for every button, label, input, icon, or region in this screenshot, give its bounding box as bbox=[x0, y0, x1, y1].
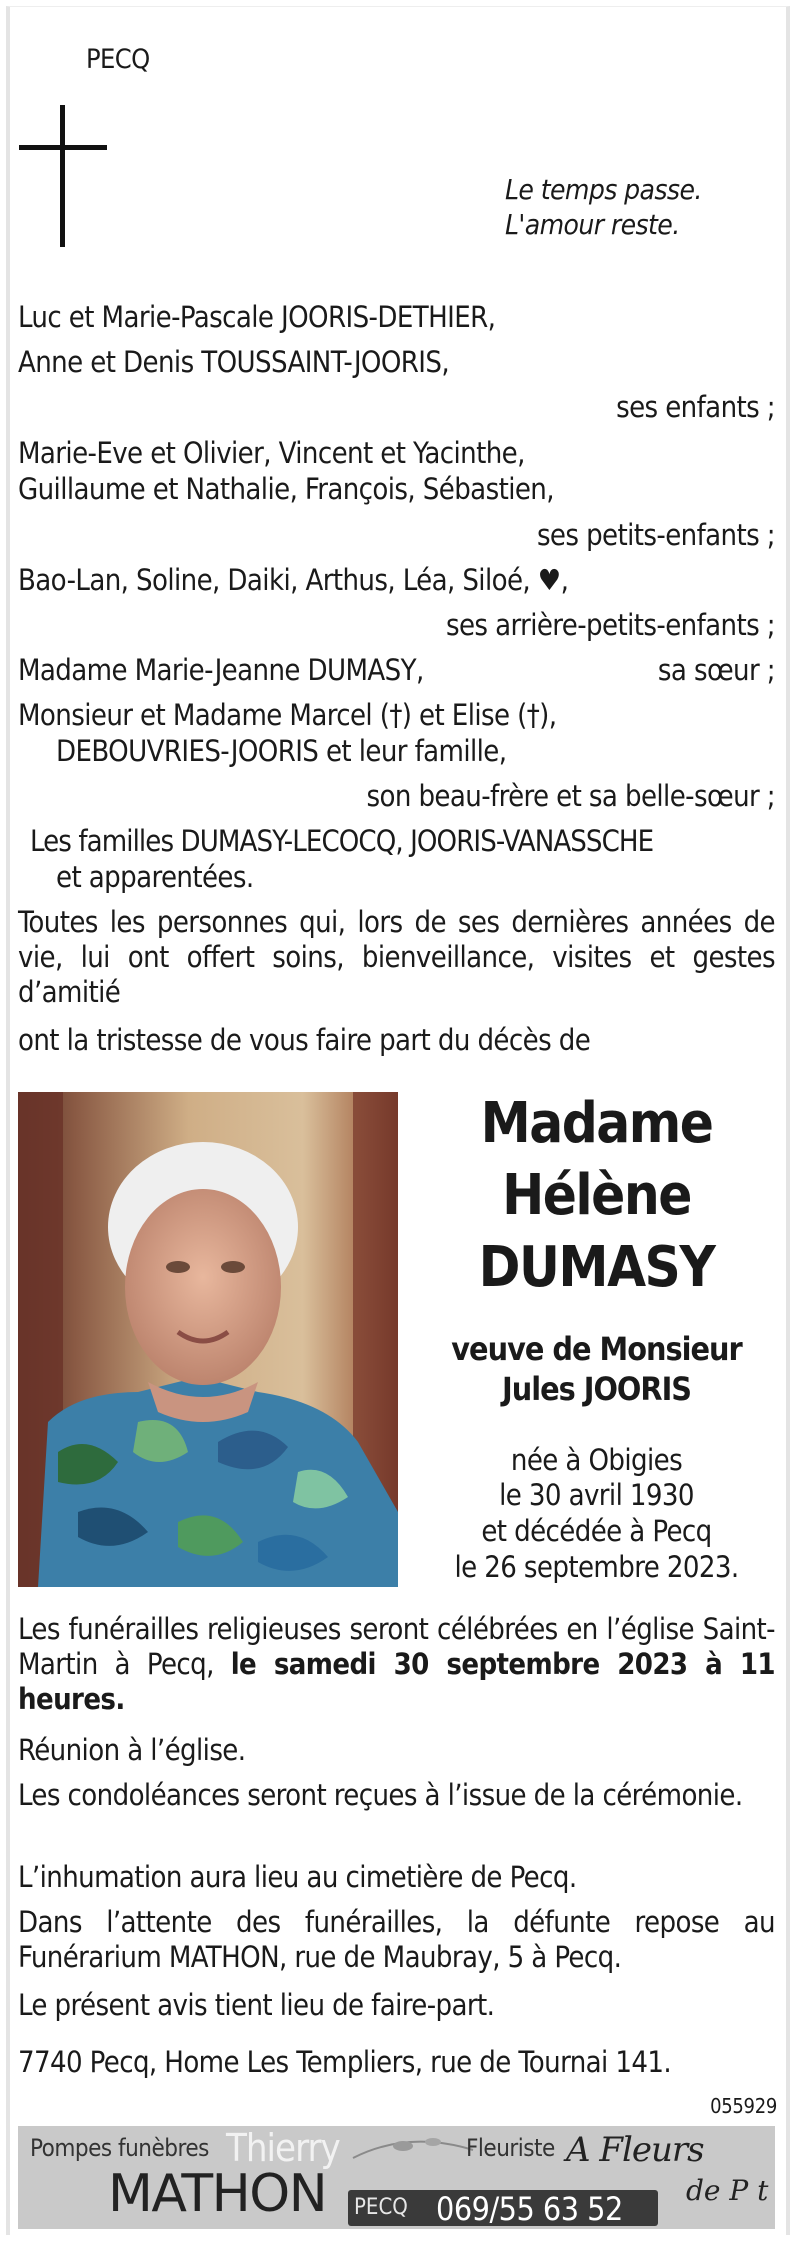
ad-afleurs: A Fleurs bbox=[566, 2130, 704, 2170]
relation-label: ses enfants ; bbox=[616, 390, 775, 424]
birth-death-line: née à Obigies bbox=[510, 1443, 683, 1477]
widow-line: veuve de Monsieur bbox=[451, 1330, 742, 1368]
deceased-title: Madame bbox=[480, 1091, 713, 1156]
deceased-first-name: Hélène bbox=[502, 1163, 691, 1228]
family-line: Les familles DUMASY-LECOCQ, JOORIS-VANASSCHE bbox=[30, 824, 654, 858]
ad-city: PECQ bbox=[354, 2195, 408, 2220]
relation-label: ses petits-enfants ; bbox=[536, 518, 775, 552]
family-paragraph: Toutes les personnes qui, lors de ses dernières années de vie, lui ont offert soins, bienveillance, visites et gestes d’amitié bbox=[18, 905, 775, 1009]
notice-paragraph: Dans l’attente des funérailles, la défunte repose au Funérarium MATHON, rue de Maubray, 5 à Pecq. bbox=[18, 1905, 775, 1974]
family-line: Madame Marie-Jeanne DUMASY, bbox=[18, 653, 424, 687]
ad-mathon: MATHON bbox=[108, 2164, 327, 2224]
widow-line: Jules JOORIS bbox=[502, 1370, 691, 1408]
notice-line: 7740 Pecq, Home Les Templiers, rue de Tournai 141. bbox=[18, 2045, 672, 2079]
ad-phone: 069/55 63 52 bbox=[436, 2190, 623, 2228]
funeral-home-ad bbox=[18, 2126, 775, 2229]
family-line: ont la tristesse de vous faire part du décès de bbox=[18, 1023, 591, 1057]
portrait-photo bbox=[18, 1092, 398, 1587]
family-line: Guillaume et Nathalie, François, Sébastien, bbox=[18, 472, 554, 506]
birth-death-line: le 30 avril 1930 bbox=[499, 1478, 694, 1512]
quote-line-1: Le temps passe. bbox=[505, 173, 702, 206]
quote-line-2: L'amour reste. bbox=[505, 208, 680, 241]
leaf-ornament-icon bbox=[348, 2130, 478, 2164]
notice-line: Réunion à l’église. bbox=[18, 1733, 246, 1767]
funeral-date: le samedi 30 septembre 2023 à 11 heures. bbox=[18, 1647, 775, 1716]
relation-label: ses arrière-petits-enfants ; bbox=[445, 608, 775, 642]
reference-number: 055929 bbox=[710, 2094, 777, 2118]
family-line: et apparentées. bbox=[56, 860, 254, 894]
family-line: Luc et Marie-Pascale JOORIS-DETHIER, bbox=[18, 300, 496, 334]
relation-label: sa sœur ; bbox=[657, 653, 775, 687]
family-line: DEBOUVRIES-JOORIS et leur famille, bbox=[56, 734, 507, 768]
funeral-paragraph: Les funérailles religieuses seront célébrées en l’église Saint-Martin à Pecq, le samedi 30 septembre 2023 à 11 heures. bbox=[18, 1612, 775, 1716]
notice-line: L’inhumation aura lieu au cimetière de Pecq. bbox=[18, 1860, 577, 1894]
ad-pompes: Pompes funèbres bbox=[30, 2134, 209, 2162]
notice-line: Le présent avis tient lieu de faire-part. bbox=[18, 1988, 495, 2022]
family-line: Monsieur et Madame Marcel (†) et Elise (†), bbox=[18, 698, 557, 732]
ad-fleuriste: Fleuriste bbox=[466, 2134, 555, 2162]
deceased-last-name: DUMASY bbox=[478, 1235, 715, 1300]
family-line: Marie-Eve et Olivier, Vincent et Yacinthe, bbox=[18, 436, 525, 470]
header-city: PECQ bbox=[86, 44, 150, 75]
relation-label: son beau-frère et sa belle-sœur ; bbox=[366, 779, 775, 813]
family-line: Anne et Denis TOUSSAINT-JOORIS, bbox=[18, 345, 450, 379]
birth-death-line: le 26 septembre 2023. bbox=[454, 1550, 739, 1584]
notice-paragraph: Les condoléances seront reçues à l’issue de la cérémonie. bbox=[18, 1778, 743, 1812]
ad-depot: de P t bbox=[686, 2174, 769, 2207]
family-line: Bao-Lan, Soline, Daiki, Arthus, Léa, Siloé, ♥, bbox=[18, 563, 569, 597]
phone-banner bbox=[348, 2190, 658, 2226]
ad-thierry: Thierry bbox=[226, 2126, 340, 2170]
birth-death-line: et décédée à Pecq bbox=[481, 1514, 712, 1548]
